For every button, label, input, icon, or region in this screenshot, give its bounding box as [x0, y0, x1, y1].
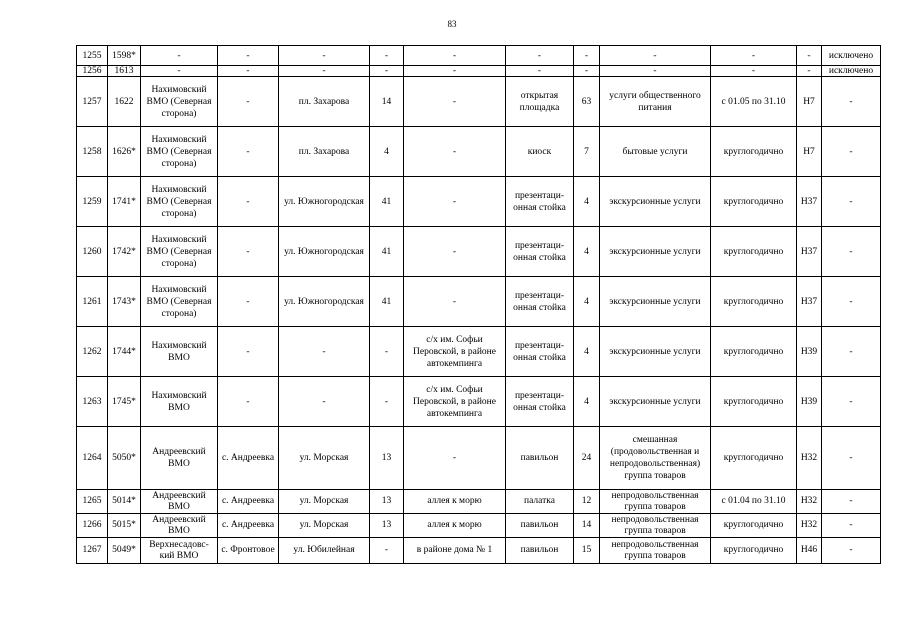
specialization-cell: экскурсионные услуги [600, 377, 711, 427]
specialization-cell: экскурсионные услуги [600, 227, 711, 277]
district-cell: Верхнесадовс- кий ВМО [141, 538, 218, 564]
page-number: 83 [447, 19, 457, 29]
period-cell: - [711, 46, 797, 66]
table-row [77, 227, 881, 277]
house-number-cell: - [370, 46, 404, 66]
house-number-cell: - [370, 538, 404, 564]
note-cell: - [822, 377, 881, 427]
note-cell: - [822, 177, 881, 227]
district-cell: Андреевский ВМО [141, 490, 218, 514]
period-cell: круглогодично [711, 377, 797, 427]
specialization-cell: экскурсионные услуги [600, 327, 711, 377]
street-cell: пл. Захарова [279, 127, 370, 177]
area-cell: 7 [574, 127, 600, 177]
settlement-cell: - [218, 177, 279, 227]
area-cell: 15 [574, 538, 600, 564]
landmark-cell: - [404, 227, 506, 277]
specialization-cell: непродовольственная группа товаров [600, 490, 711, 514]
object-type-cell: открытая площадка [506, 77, 574, 127]
specialization-cell: услуги общественного питания [600, 77, 711, 127]
note-cell: - [822, 427, 881, 490]
table-row [77, 127, 881, 177]
district-cell: - [141, 66, 218, 77]
period-cell: круглогодично [711, 127, 797, 177]
scheme-code-cell: Н46 [797, 538, 822, 564]
row-number-cell: 1258 [77, 127, 108, 177]
district-cell: Андреевский ВМО [141, 427, 218, 490]
house-number-cell: 14 [370, 77, 404, 127]
house-number-cell: 41 [370, 277, 404, 327]
note-cell: - [822, 538, 881, 564]
row-number-cell: 1256 [77, 66, 108, 77]
period-cell: круглогодично [711, 514, 797, 538]
object-id-cell: 1626* [108, 127, 141, 177]
district-cell: Андреевский ВМО [141, 514, 218, 538]
period-cell: с 01.05 по 31.10 [711, 77, 797, 127]
district-cell: Нахимовский ВМО [141, 327, 218, 377]
district-cell: Нахимовский ВМО [141, 377, 218, 427]
landmark-cell: с/х им. Софьи Перовской, в районе автокемпинга [404, 377, 506, 427]
landmark-cell: - [404, 66, 506, 77]
object-type-cell: палатка [506, 490, 574, 514]
specialization-cell: смешанная (продовольственная и непродовольственная) группа товаров [600, 427, 711, 490]
area-cell: 4 [574, 327, 600, 377]
period-cell: круглогодично [711, 277, 797, 327]
specialization-cell: непродовольственная группа товаров [600, 514, 711, 538]
house-number-cell: - [370, 327, 404, 377]
row-number-cell: 1255 [77, 46, 108, 66]
district-cell: - [141, 46, 218, 66]
note-cell: - [822, 514, 881, 538]
row-number-cell: 1262 [77, 327, 108, 377]
house-number-cell: 13 [370, 427, 404, 490]
object-id-cell: 1745* [108, 377, 141, 427]
specialization-cell: - [600, 46, 711, 66]
area-cell: 4 [574, 277, 600, 327]
landmark-cell: - [404, 127, 506, 177]
object-id-cell: 1742* [108, 227, 141, 277]
period-cell: круглогодично [711, 538, 797, 564]
scheme-code-cell: Н32 [797, 490, 822, 514]
landmark-cell: - [404, 46, 506, 66]
object-id-cell: 1613 [108, 66, 141, 77]
row-number-cell: 1264 [77, 427, 108, 490]
object-type-cell: презентаци- онная стойка [506, 377, 574, 427]
object-id-cell: 1598* [108, 46, 141, 66]
specialization-cell: экскурсионные услуги [600, 277, 711, 327]
scheme-code-cell: Н37 [797, 227, 822, 277]
house-number-cell: 41 [370, 227, 404, 277]
area-cell: 24 [574, 427, 600, 490]
period-cell: с 01.04 по 31.10 [711, 490, 797, 514]
district-cell: Нахимовский ВМО (Северная сторона) [141, 227, 218, 277]
object-type-cell: павильон [506, 514, 574, 538]
landmark-cell: аллея к морю [404, 490, 506, 514]
scheme-code-cell: Н37 [797, 277, 822, 327]
landmark-cell: в районе дома № 1 [404, 538, 506, 564]
settlement-cell: - [218, 77, 279, 127]
settlement-cell: с. Андреевка [218, 514, 279, 538]
settlement-cell: - [218, 66, 279, 77]
house-number-cell: 41 [370, 177, 404, 227]
settlement-cell: - [218, 46, 279, 66]
area-cell: - [574, 46, 600, 66]
house-number-cell: 13 [370, 514, 404, 538]
object-id-cell: 1741* [108, 177, 141, 227]
row-number-cell: 1257 [77, 77, 108, 127]
object-type-cell: - [506, 66, 574, 77]
landmark-cell: с/х им. Софьи Перовской, в районе автокемпинга [404, 327, 506, 377]
street-cell: пл. Захарова [279, 77, 370, 127]
scheme-code-cell: Н37 [797, 177, 822, 227]
house-number-cell: 4 [370, 127, 404, 177]
specialization-cell: экскурсионные услуги [600, 177, 711, 227]
settlement-cell: с. Андреевка [218, 490, 279, 514]
street-cell: ул. Южногородская [279, 227, 370, 277]
object-type-cell: презентаци- онная стойка [506, 327, 574, 377]
scheme-code-cell: Н32 [797, 514, 822, 538]
table-row [77, 327, 881, 377]
street-cell: ул. Морская [279, 427, 370, 490]
landmark-cell: - [404, 277, 506, 327]
settlement-cell: - [218, 327, 279, 377]
object-id-cell: 5015* [108, 514, 141, 538]
row-number-cell: 1265 [77, 490, 108, 514]
street-cell: ул. Южногородская [279, 177, 370, 227]
street-cell: - [279, 327, 370, 377]
table-row [77, 46, 881, 66]
scheme-code-cell: Н39 [797, 377, 822, 427]
street-cell: - [279, 46, 370, 66]
specialization-cell: бытовые услуги [600, 127, 711, 177]
street-cell: ул. Южногородская [279, 277, 370, 327]
note-cell: - [822, 127, 881, 177]
district-cell: Нахимовский ВМО (Северная сторона) [141, 177, 218, 227]
specialization-cell: непродовольственная группа товаров [600, 538, 711, 564]
settlement-cell: с. Андреевка [218, 427, 279, 490]
house-number-cell: - [370, 377, 404, 427]
landmark-cell: - [404, 427, 506, 490]
settlement-cell: - [218, 377, 279, 427]
table-row [77, 66, 881, 77]
settlement-cell: - [218, 127, 279, 177]
object-id-cell: 5049* [108, 538, 141, 564]
period-cell: круглогодично [711, 227, 797, 277]
area-cell: 4 [574, 227, 600, 277]
landmark-cell: аллея к морю [404, 514, 506, 538]
note-cell: исключено [822, 46, 881, 66]
settlement-cell: - [218, 227, 279, 277]
street-cell: - [279, 377, 370, 427]
period-cell: круглогодично [711, 327, 797, 377]
object-id-cell: 1622 [108, 77, 141, 127]
row-number-cell: 1259 [77, 177, 108, 227]
area-cell: 12 [574, 490, 600, 514]
area-cell: 14 [574, 514, 600, 538]
table-row [77, 514, 881, 538]
period-cell: круглогодично [711, 427, 797, 490]
table-row [77, 490, 881, 514]
scheme-code-cell: Н7 [797, 77, 822, 127]
table-row [77, 77, 881, 127]
period-cell: - [711, 66, 797, 77]
table-row [77, 427, 881, 490]
street-cell: ул. Морская [279, 490, 370, 514]
street-cell: ул. Морская [279, 514, 370, 538]
table-row [77, 277, 881, 327]
row-number-cell: 1261 [77, 277, 108, 327]
row-number-cell: 1267 [77, 538, 108, 564]
scheme-code-cell: Н39 [797, 327, 822, 377]
note-cell: исключено [822, 66, 881, 77]
district-cell: Нахимовский ВМО (Северная сторона) [141, 277, 218, 327]
object-id-cell: 5014* [108, 490, 141, 514]
note-cell: - [822, 490, 881, 514]
street-cell: ул. Юбилейная [279, 538, 370, 564]
object-type-cell: - [506, 46, 574, 66]
specialization-cell: - [600, 66, 711, 77]
area-cell: 63 [574, 77, 600, 127]
object-type-cell: презентаци- онная стойка [506, 177, 574, 227]
settlement-cell: - [218, 277, 279, 327]
street-cell: - [279, 66, 370, 77]
object-type-cell: павильон [506, 427, 574, 490]
object-type-cell: презентаци- онная стойка [506, 277, 574, 327]
district-cell: Нахимовский ВМО (Северная сторона) [141, 77, 218, 127]
scheme-code-cell: - [797, 66, 822, 77]
object-type-cell: павильон [506, 538, 574, 564]
scheme-code-cell: Н7 [797, 127, 822, 177]
object-id-cell: 1744* [108, 327, 141, 377]
row-number-cell: 1260 [77, 227, 108, 277]
object-id-cell: 1743* [108, 277, 141, 327]
area-cell: - [574, 66, 600, 77]
row-number-cell: 1263 [77, 377, 108, 427]
trade-objects-table [76, 45, 881, 564]
house-number-cell: 13 [370, 490, 404, 514]
row-number-cell: 1266 [77, 514, 108, 538]
area-cell: 4 [574, 377, 600, 427]
note-cell: - [822, 77, 881, 127]
scheme-code-cell: Н32 [797, 427, 822, 490]
object-type-cell: презентаци- онная стойка [506, 227, 574, 277]
table-row [77, 377, 881, 427]
district-cell: Нахимовский ВМО (Северная сторона) [141, 127, 218, 177]
area-cell: 4 [574, 177, 600, 227]
landmark-cell: - [404, 77, 506, 127]
settlement-cell: с. Фронтовое [218, 538, 279, 564]
note-cell: - [822, 277, 881, 327]
object-type-cell: киоск [506, 127, 574, 177]
note-cell: - [822, 327, 881, 377]
table-row [77, 177, 881, 227]
scheme-code-cell: - [797, 46, 822, 66]
object-id-cell: 5050* [108, 427, 141, 490]
landmark-cell: - [404, 177, 506, 227]
period-cell: круглогодично [711, 177, 797, 227]
house-number-cell: - [370, 66, 404, 77]
note-cell: - [822, 227, 881, 277]
table-row [77, 538, 881, 564]
